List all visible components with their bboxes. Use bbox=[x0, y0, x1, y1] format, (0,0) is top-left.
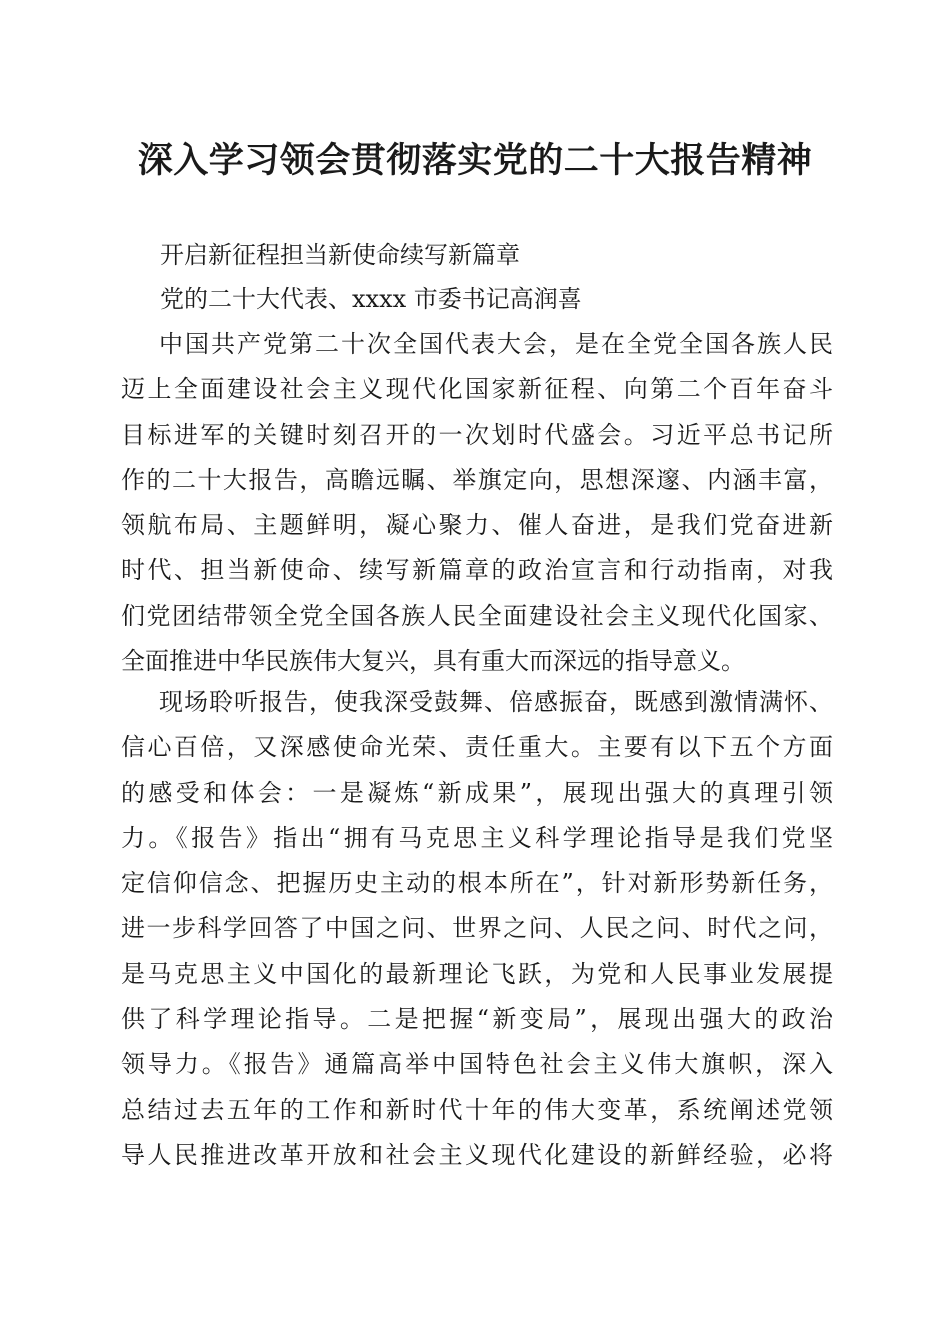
paragraph-line: 定信仰信念、把握历史主动的根本所在”，针对新形势新任务， bbox=[121, 869, 833, 898]
paragraph-line: 目标进军的关键时刻召开的一次划时代盛会。习近平总书记所 bbox=[121, 420, 833, 449]
paragraph-line: 们党团结带领全党全国各族人民全面建设社会主义现代化国家、 bbox=[121, 601, 833, 630]
paragraph-line: 领导力。《报告》通篇高举中国特色社会主义伟大旗帜，深入 bbox=[121, 1050, 833, 1079]
paragraph-line: 中国共产党第二十次全国代表大会，是在全党全国各族人民 bbox=[159, 330, 833, 358]
paragraph-line: 信心百倍，又深感使命光荣、责任重大。主要有以下五个方面 bbox=[121, 733, 833, 762]
paragraph-line: 时代、担当新使命、续写新篇章的政治宣言和行动指南，对我 bbox=[121, 556, 833, 585]
paragraph-line: 迈上全面建设社会主义现代化国家新征程、向第二个百年奋斗 bbox=[121, 375, 833, 404]
document-title: 深入学习领会贯彻落实党的二十大报告精神 bbox=[137, 140, 813, 181]
paragraph-line: 力。《报告》指出“拥有马克思主义科学理论指导是我们党坚 bbox=[121, 823, 833, 852]
paragraph-2 bbox=[121, 680, 833, 1178]
paragraph-line: 现场聆听报告，使我深受鼓舞、倍感振奋，既感到激情满怀、 bbox=[159, 688, 833, 716]
paragraph-line: 的感受和体会：一是凝炼“新成果”，展现出强大的真理引领 bbox=[121, 778, 833, 807]
paragraph-1 bbox=[121, 322, 833, 684]
document-subtitle: 开启新征程担当新使命续写新篇章 bbox=[160, 241, 520, 269]
paragraph-line: 供了科学理论指导。二是把握“新变局”，展现出强大的政治 bbox=[121, 1005, 833, 1034]
paragraph-line: 是马克思主义中国化的最新理论飞跃，为党和人民事业发展提 bbox=[121, 959, 833, 988]
paragraph-line: 领航布局、主题鲜明，凝心聚力、催人奋进，是我们党奋进新 bbox=[121, 511, 833, 540]
paragraph-line: 作的二十大报告，高瞻远瞩、举旗定向，思想深邃、内涵丰富， bbox=[121, 465, 833, 494]
paragraph-line: 进一步科学回答了中国之问、世界之问、人民之问、时代之问， bbox=[121, 914, 833, 943]
paragraph-line: 全面推进中华民族伟大复兴，具有重大而深远的指导意义。 bbox=[121, 647, 745, 676]
paragraph-line: 导人民推进改革开放和社会主义现代化建设的新鲜经验，必将 bbox=[121, 1140, 833, 1169]
paragraph-line: 总结过去五年的工作和新时代十年的伟大变革，系统阐述党领 bbox=[121, 1095, 833, 1124]
document-byline: 党的二十大代表、xxxx 市委书记高润喜 bbox=[160, 285, 582, 313]
